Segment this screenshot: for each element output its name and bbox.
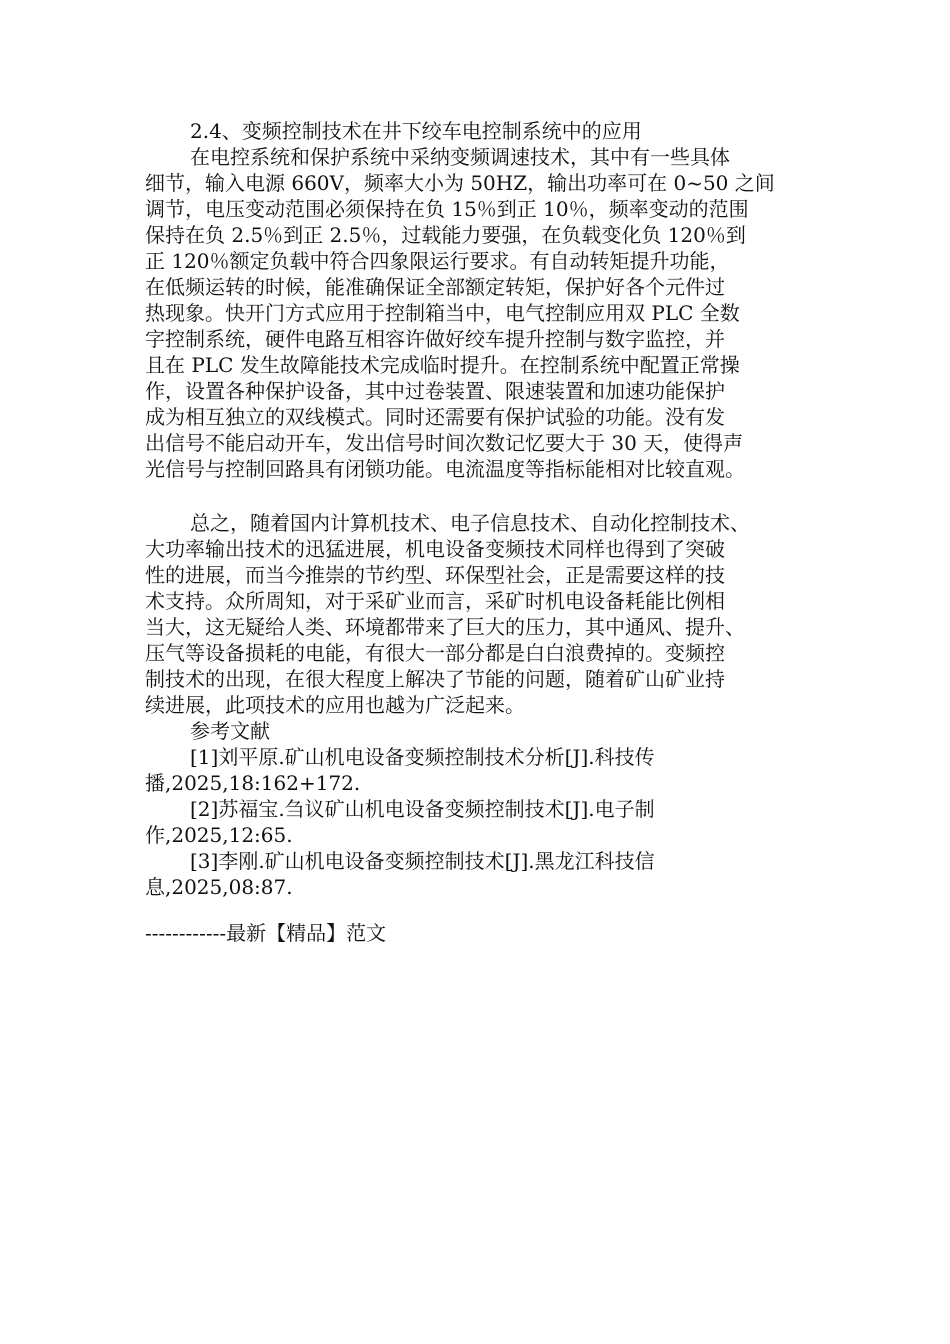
paragraph-line: 在电控系统和保护系统中采纳变频调速技术，其中有一些具体 — [190, 145, 730, 169]
paragraph-line: 制技术的出现，在很大程度上解决了节能的问题，随着矿山矿业持 — [145, 667, 725, 691]
paragraph-line: 作，设置各种保护设备，其中过卷装置、限速装置和加速功能保护 — [145, 379, 725, 403]
paragraph-line: 光信号与控制回路具有闭锁功能。电流温度等指标能相对比较直观。 — [145, 457, 745, 481]
conclusion-paragraph — [145, 510, 810, 718]
paragraph-line: 正 120％额定负载中符合四象限运行要求。有自动转矩提升功能， — [145, 249, 730, 273]
paragraph-line: 续进展，此项技术的应用也越为广泛起来。 — [145, 693, 525, 717]
reference-item-1-line-2: 播,2025,18:162+172. — [145, 771, 361, 795]
paragraph-line: 调节，电压变动范围必须保持在负 15％到正 10％，频率变动的范围 — [145, 197, 749, 221]
reference-item-2-line-2: 作,2025,12:65. — [145, 823, 293, 847]
paragraph-line: 字控制系统，硬件电路互相容许做好绞车提升控制与数字监控，并 — [145, 327, 725, 351]
paragraph-line: 热现象。快开门方式应用于控制箱当中，电气控制应用双 PLC 全数 — [145, 301, 740, 325]
paragraph-line: 细节，输入电源 660V，频率大小为 50HZ，输出功率可在 0~50 之间 — [145, 171, 775, 195]
references-title: 参考文献 — [190, 719, 270, 743]
paragraph-line: 当大，这无疑给人类、环境都带来了巨大的压力，其中通风、提升、 — [145, 615, 745, 639]
paragraph-line: 出信号不能启动开车，发出信号时间次数记忆要大于 30 天，使得声 — [145, 431, 744, 455]
paragraph-line: 大功率输出技术的迅猛进展，机电设备变频技术同样也得到了突破 — [145, 537, 725, 561]
paragraph-line: 术支持。众所周知，对于采矿业而言，采矿时机电设备耗能比例相 — [145, 589, 725, 613]
paragraph-gap — [145, 482, 810, 510]
section-paragraph — [145, 144, 810, 482]
references-list — [145, 744, 810, 900]
paragraph-line: 性的进展，而当今推崇的节约型、环保型社会，正是需要这样的技 — [145, 563, 725, 587]
footer-banner: ------------最新【精品】范文 — [145, 921, 387, 945]
paragraph-line: 总之，随着国内计算机技术、电子信息技术、自动化控制技术、 — [190, 511, 750, 535]
paragraph-line: 压气等设备损耗的电能，有很大一部分都是白白浪费掉的。变频控 — [145, 641, 725, 665]
section-heading: 2.4、变频控制技术在井下绞车电控制系统中的应用 — [190, 119, 642, 143]
document-body — [145, 118, 810, 900]
paragraph-line: 且在 PLC 发生故障能技术完成临时提升。在控制系统中配置正常操 — [145, 353, 740, 377]
paragraph-line: 在低频运转的时候，能准确保证全部额定转矩，保护好各个元件过 — [145, 275, 725, 299]
reference-item-1-line-1: [1]刘平原.矿山机电设备变频控制技术分析[J].科技传 — [190, 745, 655, 769]
reference-item-2-line-1: [2]苏福宝.刍议矿山机电设备变频控制技术[J].电子制 — [190, 797, 655, 821]
reference-item-3-line-2: 息,2025,08:87. — [145, 875, 293, 899]
paragraph-line: 保持在负 2.5％到正 2.5％，过载能力要强，在负载变化负 120％到 — [145, 223, 746, 247]
reference-item-3-line-1: [3]李刚.矿山机电设备变频控制技术[J].黑龙江科技信 — [190, 849, 655, 873]
paragraph-line: 成为相互独立的双线模式。同时还需要有保护试验的功能。没有发 — [145, 405, 725, 429]
